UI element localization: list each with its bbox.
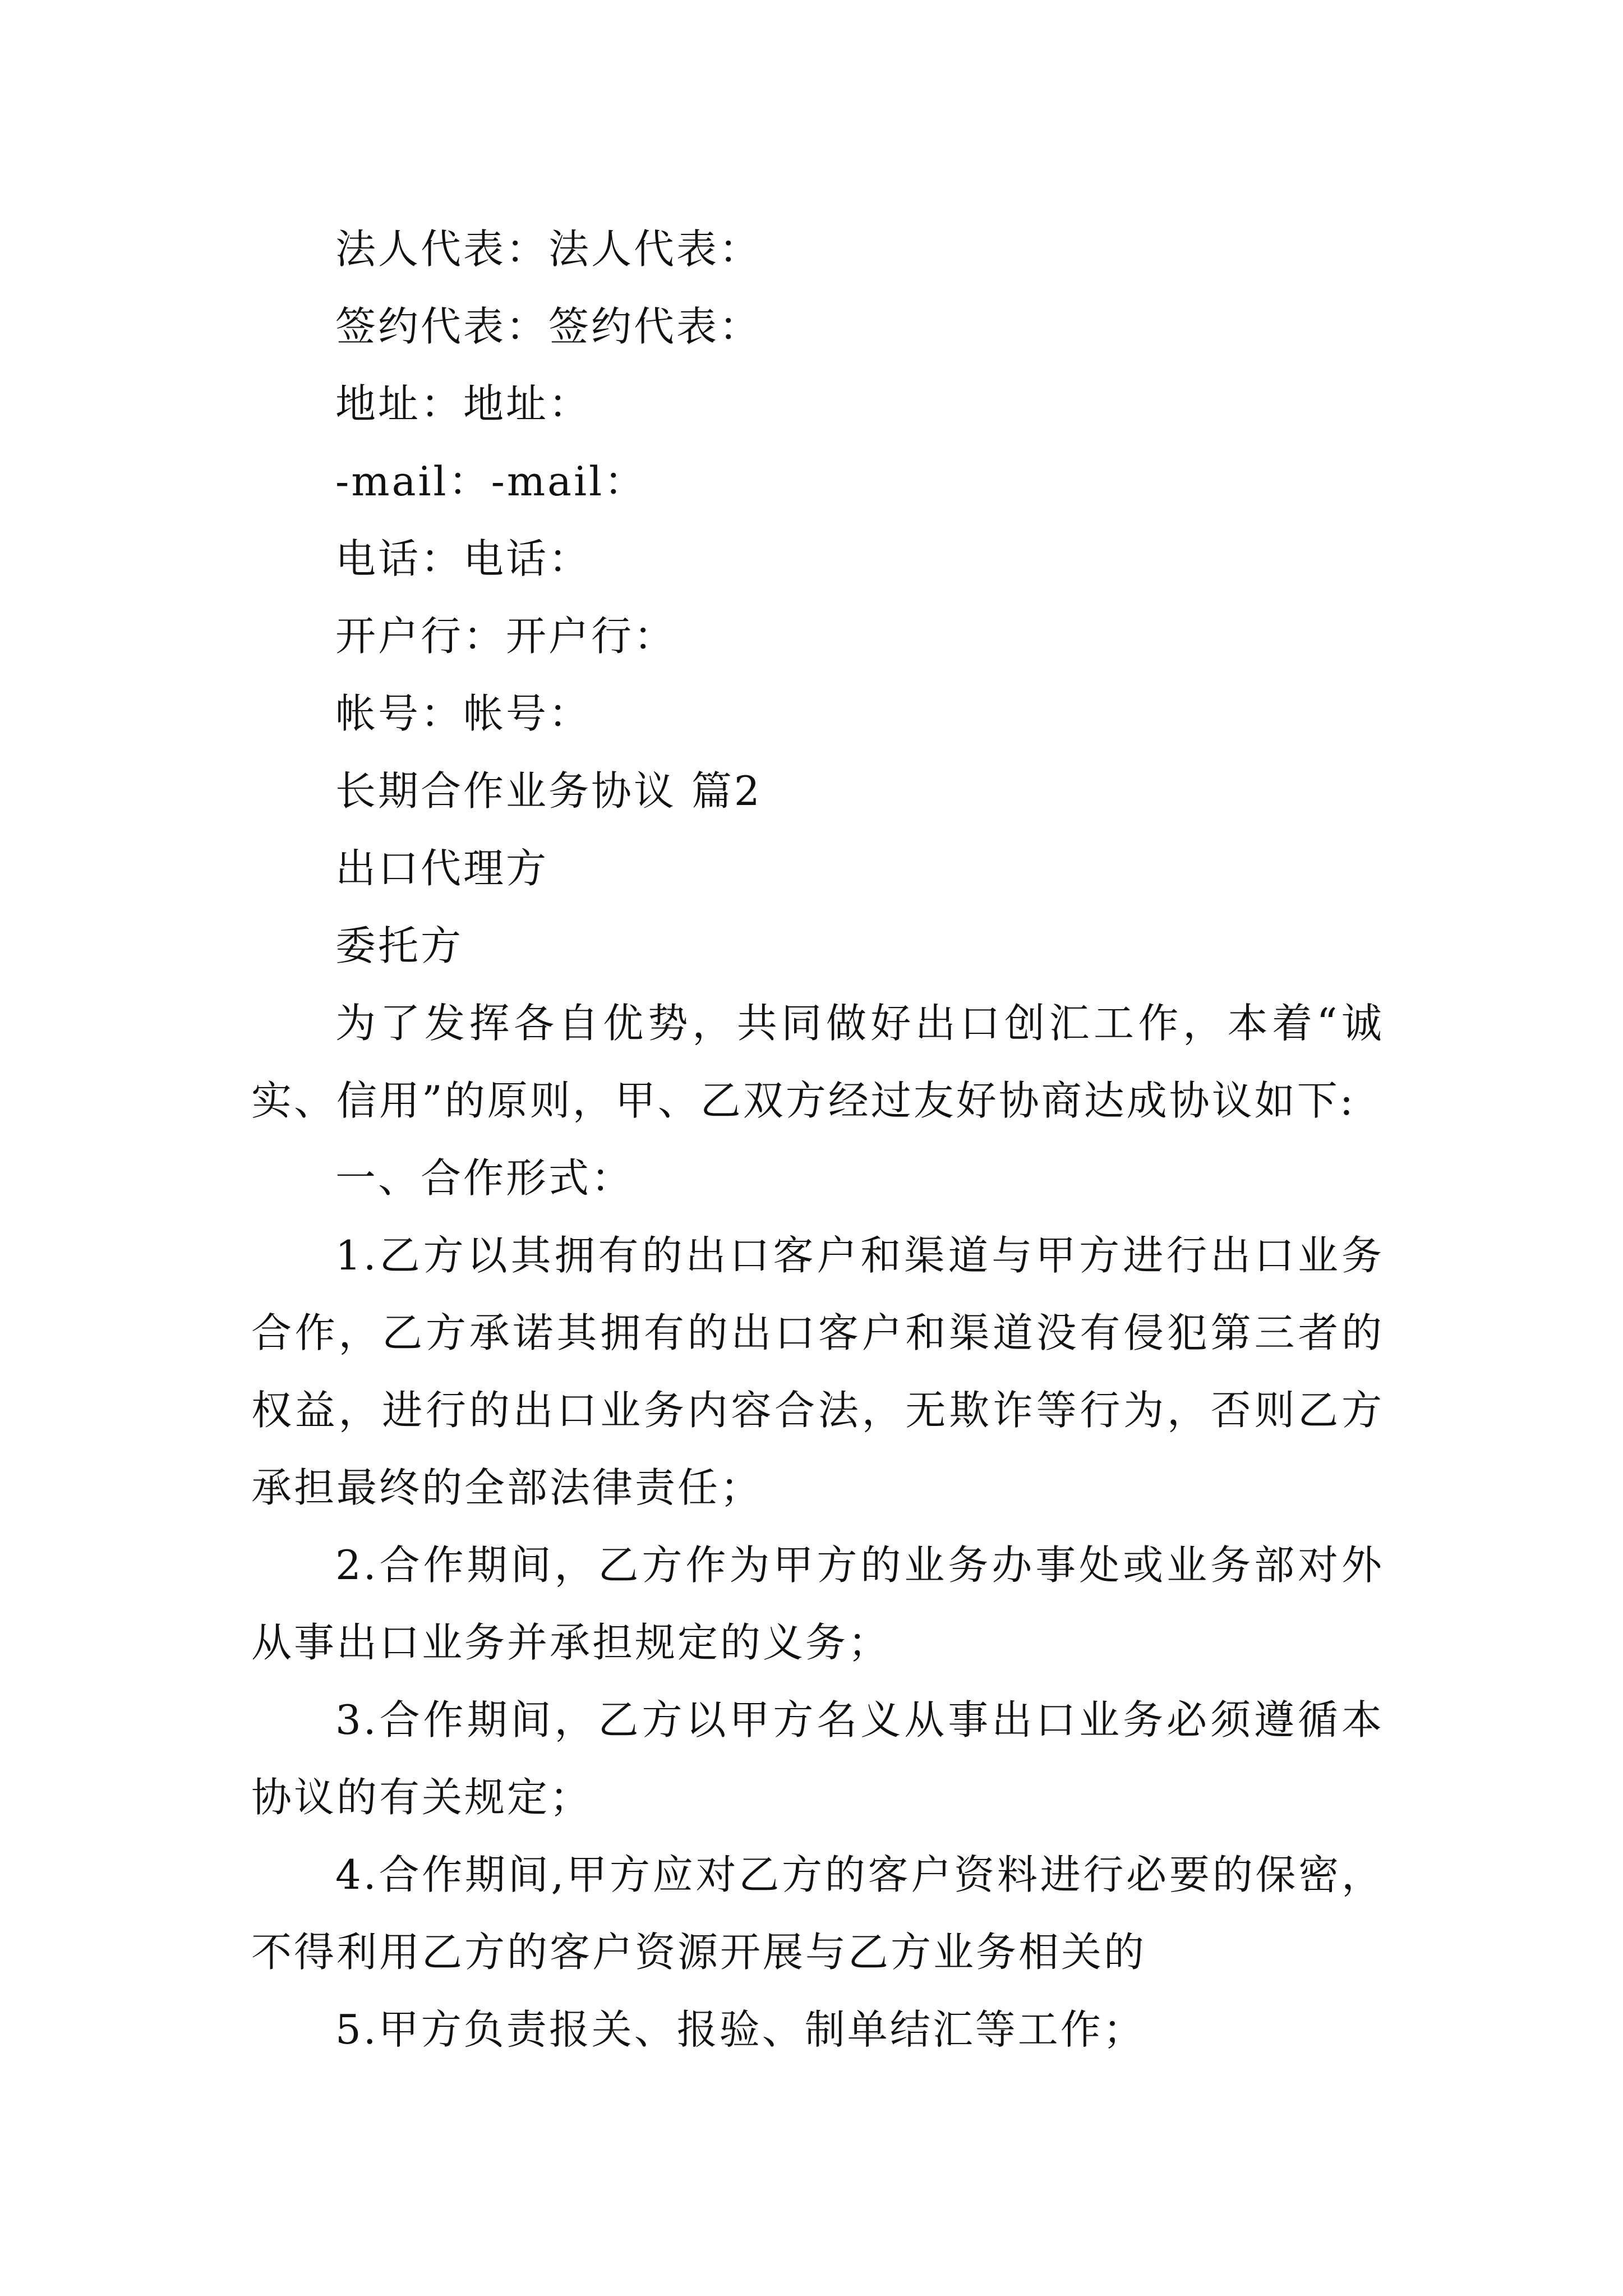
- clause-5: 5.甲方负责报关、报验、制单结汇等工作；: [335, 2006, 1146, 2053]
- document-body: [251, 210, 1384, 2068]
- clause-3: 3.合作期间，乙方以甲方名义从事出口业务必须遵循本协议的有关规定；: [251, 1696, 1384, 1821]
- signature-line-signing-rep: 签约代表：签约代表：: [335, 303, 762, 350]
- party-client: 委托方: [335, 922, 464, 969]
- heading-cooperation-form: 一、合作形式：: [335, 1154, 634, 1202]
- clause-4: 4.合作期间,甲方应对乙方的客户资料进行必要的保密，不得利用乙方的客户资源开展与乙方业务相关的: [251, 1851, 1384, 1976]
- signature-line-account: 帐号：帐号：: [335, 690, 592, 737]
- clause-2: 2.合作期间，乙方作为甲方的业务办事处或业务部对外从事出口业务并承担规定的义务；: [251, 1542, 1384, 1666]
- signature-line-address: 地址：地址：: [335, 380, 592, 427]
- signature-line-phone: 电话：电话：: [335, 535, 592, 582]
- section-title: 长期合作业务协议 篇2: [335, 767, 762, 815]
- signature-line-bank: 开户行：开户行：: [335, 613, 677, 660]
- signature-line-legal-rep: 法人代表：法人代表：: [335, 226, 762, 273]
- party-agent: 出口代理方: [335, 845, 549, 892]
- clause-1: 1.乙方以其拥有的出口客户和渠道与甲方进行出口业务合作，乙方承诺其拥有的出口客户和渠道没有侵犯第三者的权益，进行的出口业务内容合法，无欺诈等行为，否则乙方承担最终的全部法律责任；: [251, 1232, 1384, 1511]
- signature-line-email: -mail：-mail：: [335, 458, 647, 505]
- preamble-paragraph: 为了发挥各自优势，共同做好出口创汇工作，本着“诚实、信用”的原则，甲、乙双方经过友好协商达成协议如下:: [251, 1000, 1384, 1124]
